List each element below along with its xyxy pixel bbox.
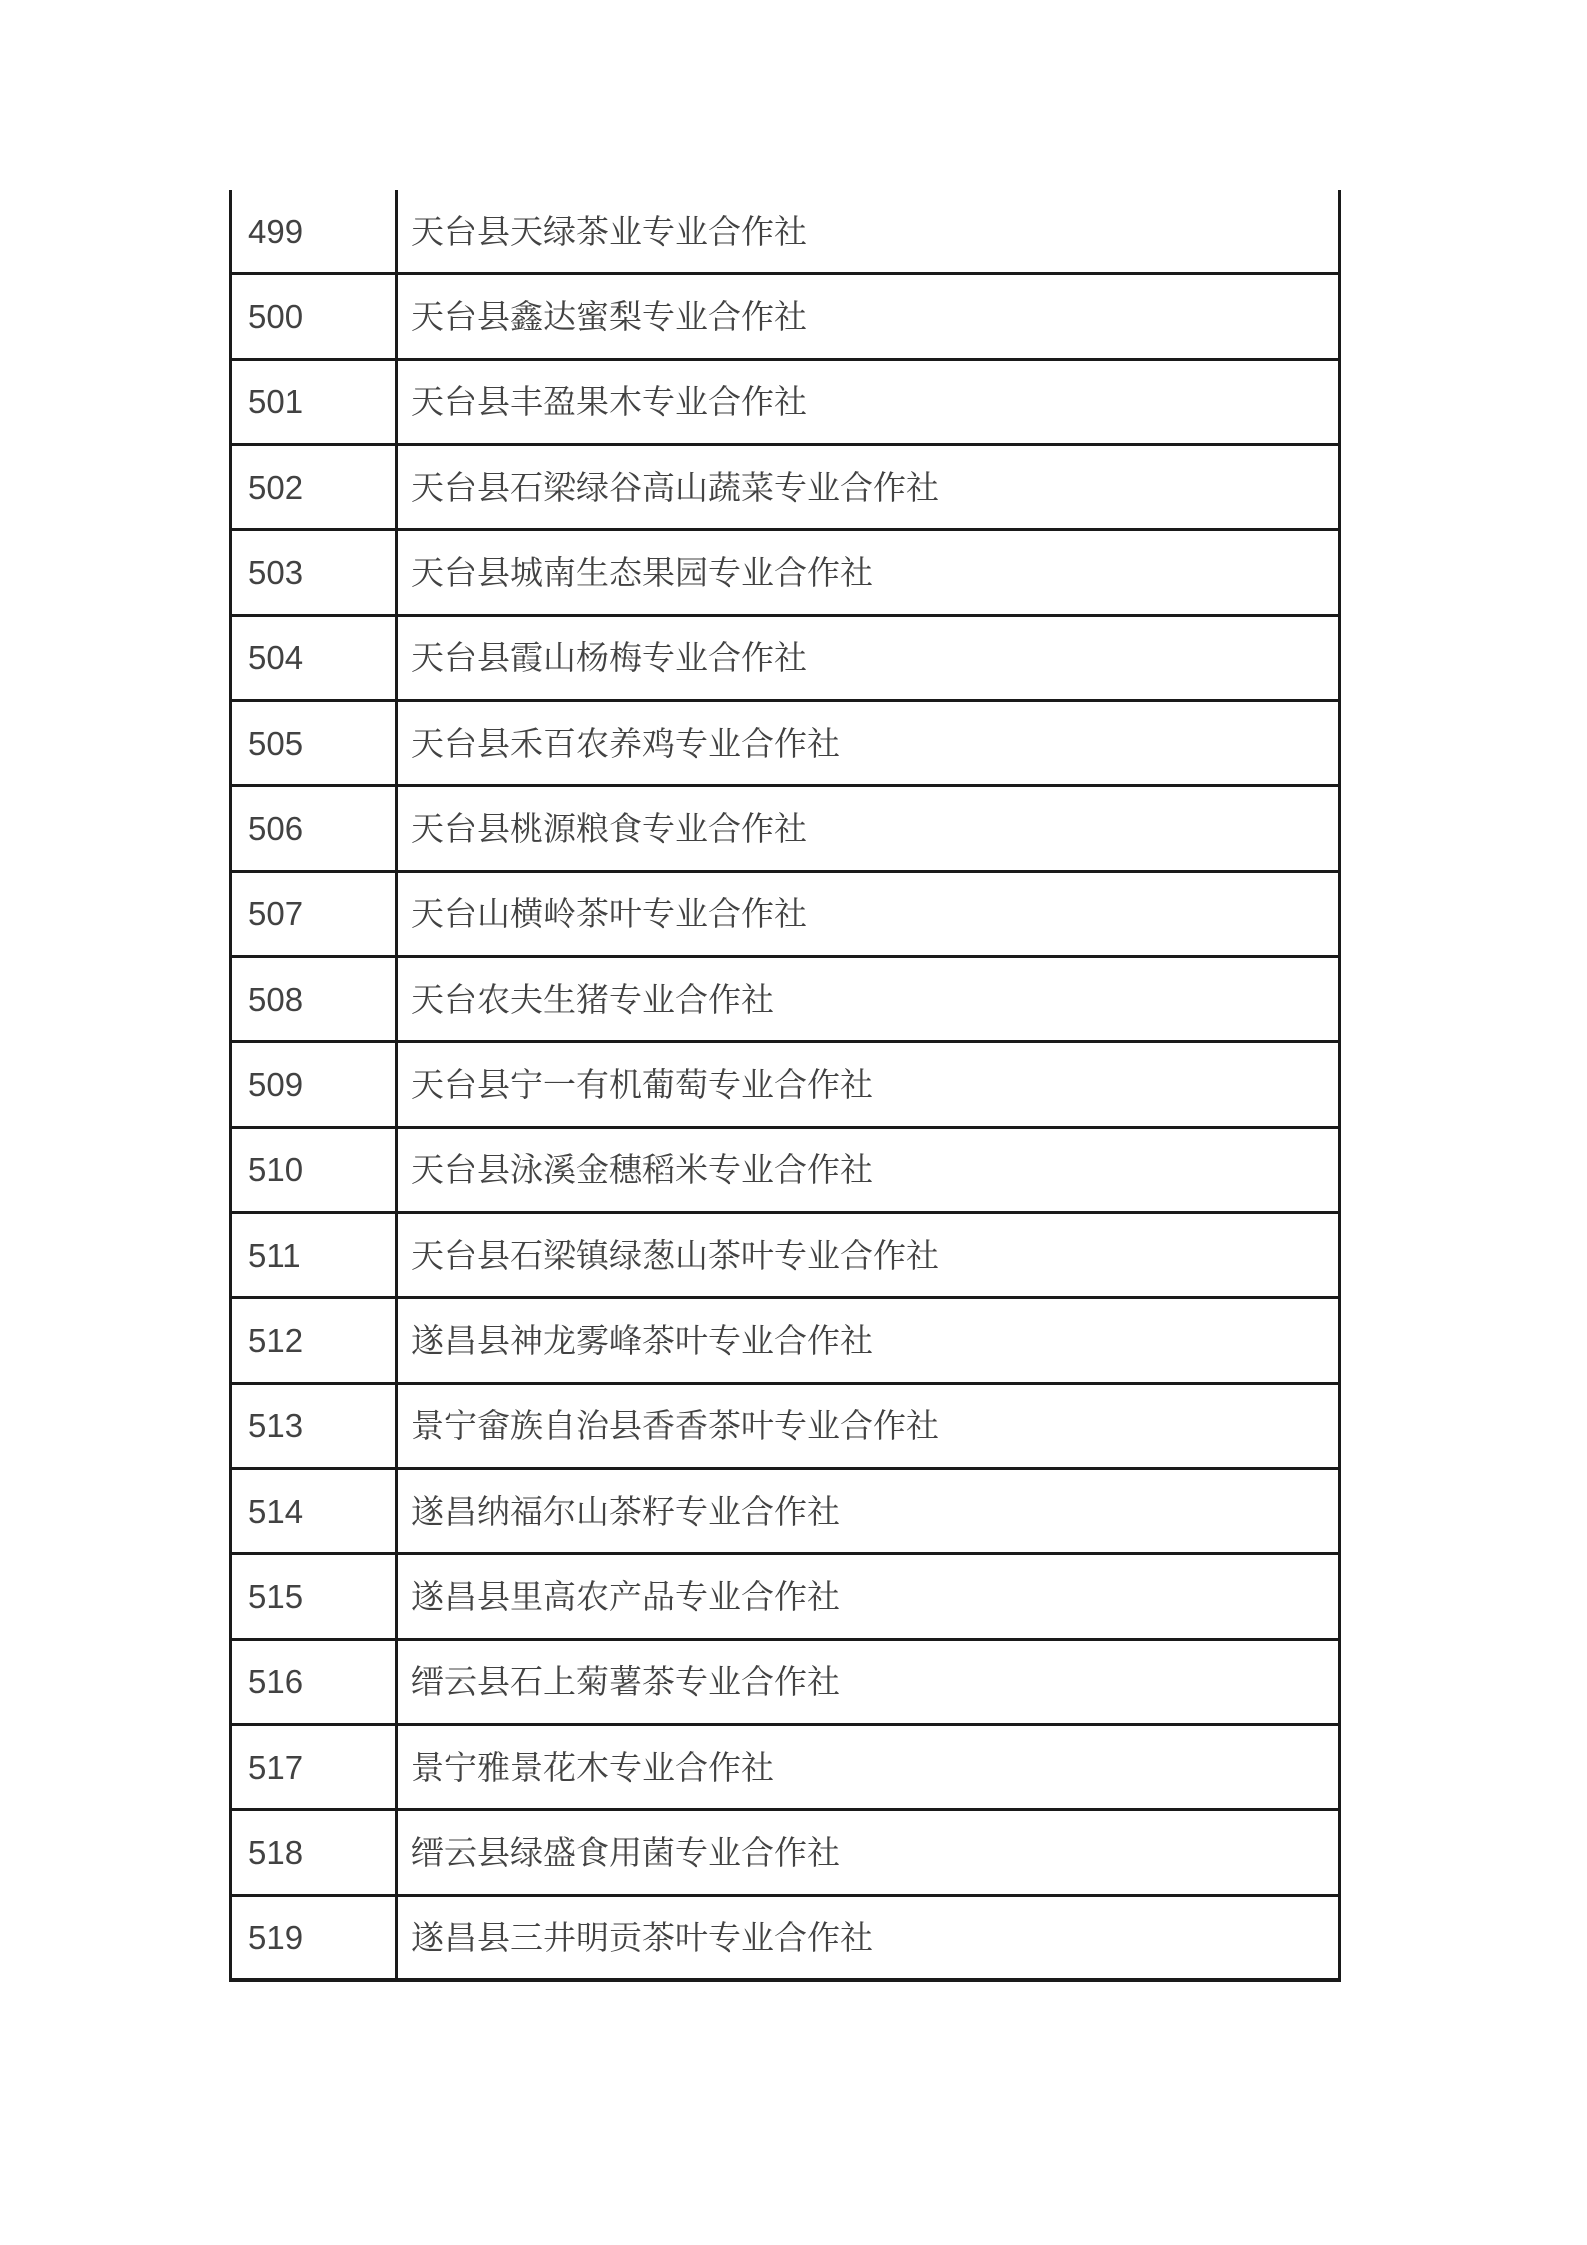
cooperative-name-cell: 景宁畲族自治县香香茶叶专业合作社 xyxy=(411,1407,939,1445)
row-number-cell: 513 xyxy=(232,1385,398,1467)
cooperative-name-cell: 天台县石梁绿谷高山蔬菜专业合作社 xyxy=(411,468,939,506)
cooperative-name-cell: 天台县桃源粮食专业合作社 xyxy=(411,809,807,847)
table-row xyxy=(232,1641,1338,1726)
row-number-cell: 501 xyxy=(232,361,398,443)
row-number-cell: 504 xyxy=(232,617,398,699)
row-number-cell: 511 xyxy=(232,1214,398,1296)
table-row xyxy=(232,617,1338,702)
cooperative-name-cell: 缙云县石上菊薯茶专业合作社 xyxy=(411,1663,840,1701)
table-row xyxy=(232,1299,1338,1384)
table-row xyxy=(232,275,1338,360)
row-number-cell: 502 xyxy=(232,446,398,528)
cooperative-name-cell: 天台县城南生态果园专业合作社 xyxy=(411,553,873,591)
cooperative-name-cell: 天台县霞山杨梅专业合作社 xyxy=(411,639,807,677)
row-number-cell: 509 xyxy=(232,1043,398,1125)
table-row xyxy=(232,190,1338,275)
row-number-cell: 517 xyxy=(232,1726,398,1808)
table-row xyxy=(232,1214,1338,1299)
table-row xyxy=(232,1043,1338,1128)
cooperative-table xyxy=(229,190,1341,1982)
row-number-cell: 507 xyxy=(232,873,398,955)
cooperative-name-cell: 天台县丰盈果木专业合作社 xyxy=(411,383,807,421)
cooperative-name-cell: 遂昌县三井明贡茶叶专业合作社 xyxy=(411,1918,873,1956)
row-number-cell: 516 xyxy=(232,1641,398,1723)
table-row xyxy=(232,787,1338,872)
cooperative-name-cell: 遂昌县神龙雾峰茶叶专业合作社 xyxy=(411,1321,873,1359)
row-number-cell: 510 xyxy=(232,1129,398,1211)
table-row xyxy=(232,1129,1338,1214)
cooperative-name-cell: 天台农夫生猪专业合作社 xyxy=(411,980,774,1018)
cooperative-name-cell: 景宁雅景花木专业合作社 xyxy=(411,1748,774,1786)
cooperative-name-cell: 天台山横岭茶叶专业合作社 xyxy=(411,895,807,933)
row-number-cell: 508 xyxy=(232,958,398,1040)
table-row xyxy=(232,1897,1338,1982)
table-row xyxy=(232,1470,1338,1555)
table-row xyxy=(232,361,1338,446)
cooperative-name-cell: 天台县天绿茶业专业合作社 xyxy=(411,212,807,250)
row-number-cell: 512 xyxy=(232,1299,398,1381)
row-number-cell: 506 xyxy=(232,787,398,869)
cooperative-name-cell: 天台县鑫达蜜梨专业合作社 xyxy=(411,297,807,335)
cooperative-name-cell: 遂昌纳福尔山茶籽专业合作社 xyxy=(411,1492,840,1530)
table-row xyxy=(232,1385,1338,1470)
table-row xyxy=(232,1555,1338,1640)
table-row xyxy=(232,531,1338,616)
table-row xyxy=(232,958,1338,1043)
row-number-cell: 503 xyxy=(232,531,398,613)
cooperative-name-cell: 缙云县绿盛食用菌专业合作社 xyxy=(411,1833,840,1871)
cooperative-name-cell: 天台县禾百农养鸡专业合作社 xyxy=(411,724,840,762)
cooperative-name-cell: 天台县宁一有机葡萄专业合作社 xyxy=(411,1065,873,1103)
table-row xyxy=(232,702,1338,787)
table-row xyxy=(232,873,1338,958)
row-number-cell: 500 xyxy=(232,275,398,357)
table-row xyxy=(232,1726,1338,1811)
row-number-cell: 519 xyxy=(232,1897,398,1978)
table-row xyxy=(232,446,1338,531)
row-number-cell: 514 xyxy=(232,1470,398,1552)
cooperative-name-cell: 天台县泳溪金穗稻米专业合作社 xyxy=(411,1151,873,1189)
row-number-cell: 505 xyxy=(232,702,398,784)
row-number-cell: 515 xyxy=(232,1555,398,1637)
cooperative-name-cell: 天台县石梁镇绿葱山茶叶专业合作社 xyxy=(411,1236,939,1274)
row-number-cell: 518 xyxy=(232,1811,398,1893)
cooperative-name-cell: 遂昌县里高农产品专业合作社 xyxy=(411,1577,840,1615)
row-number-cell: 499 xyxy=(232,190,398,272)
table-row xyxy=(232,1811,1338,1896)
